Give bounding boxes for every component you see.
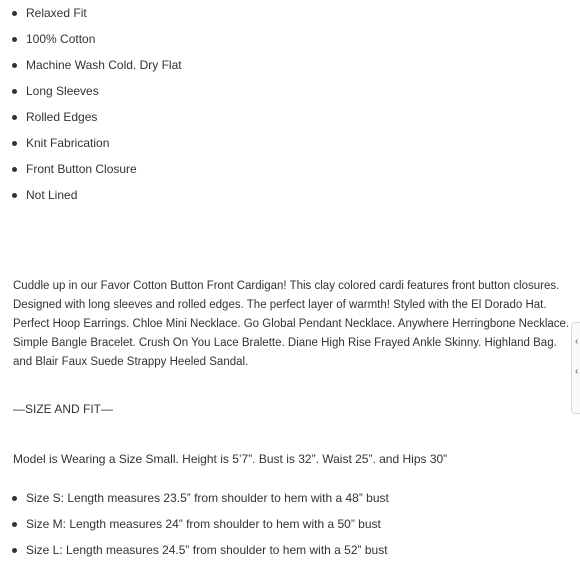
size-item — [10, 537, 550, 563]
bullet-icon — [12, 548, 17, 553]
size-list — [10, 485, 550, 563]
size-item — [10, 485, 550, 511]
bullet-icon — [12, 63, 17, 68]
feature-label: Rolled Edges — [26, 110, 98, 124]
feature-label: Long Sleeves — [26, 84, 99, 98]
model-info: Model is Wearing a Size Small. Height is 5’7”. Bust is 32”. Waist 25”. and Hips 30” — [13, 452, 448, 466]
feature-label: Not Lined — [26, 188, 78, 202]
feature-item — [10, 0, 550, 26]
feature-label: Machine Wash Cold. Dry Flat — [26, 58, 182, 72]
bullet-icon — [12, 89, 17, 94]
feature-item — [10, 104, 550, 130]
bullet-icon — [12, 115, 17, 120]
size-item — [10, 511, 550, 537]
feature-item — [10, 26, 550, 52]
bullet-icon — [12, 522, 17, 527]
bullet-icon — [12, 11, 17, 16]
size-label: Size M: Length measures 24” from shoulder to hem with a 50” bust — [26, 517, 381, 531]
feature-item — [10, 52, 550, 78]
bullet-icon — [12, 141, 17, 146]
size-label: Size S: Length measures 23.5” from shoulder to hem with a 48” bust — [26, 491, 389, 505]
feature-item — [10, 182, 550, 208]
feature-list — [10, 0, 550, 208]
feature-item — [10, 130, 550, 156]
feature-label: Knit Fabrication — [26, 136, 110, 150]
bullet-icon — [12, 37, 17, 42]
feature-label: 100% Cotton — [26, 32, 96, 46]
chevron-left-icon[interactable]: ‹ — [575, 366, 579, 377]
chevron-left-icon[interactable]: ‹ — [575, 336, 579, 347]
feature-item — [10, 78, 550, 104]
feature-label: Relaxed Fit — [26, 6, 87, 20]
bullet-icon — [12, 167, 17, 172]
bullet-icon — [12, 496, 17, 501]
product-description: Cuddle up in our Favor Cotton Button Front Cardigan! This clay colored cardi features front button closures. Designed with long sleeves and rolled edges. The perfect layer of warmth! Styled with the El Dorado Hat. Perfect Hoop Earrings. Chloe Mini Necklace. Go Global Pendant Necklace. Anywhere Herringbone Necklace. Simple Bangle Bracelet. Crush On You Lace Bralette. Diane High Rise Frayed Ankle Skinny. Highland Bag. and Blair Faux Suede Strappy Heeled Sandal. — [13, 280, 570, 368]
feature-label: Front Button Closure — [26, 162, 137, 176]
bullet-icon — [12, 193, 17, 198]
size-label: Size L: Length measures 24.5” from shoulder to hem with a 52” bust — [26, 543, 388, 557]
size-fit-heading: —SIZE AND FIT— — [13, 402, 114, 416]
side-tab-widget[interactable] — [571, 322, 580, 414]
feature-item — [10, 156, 550, 182]
